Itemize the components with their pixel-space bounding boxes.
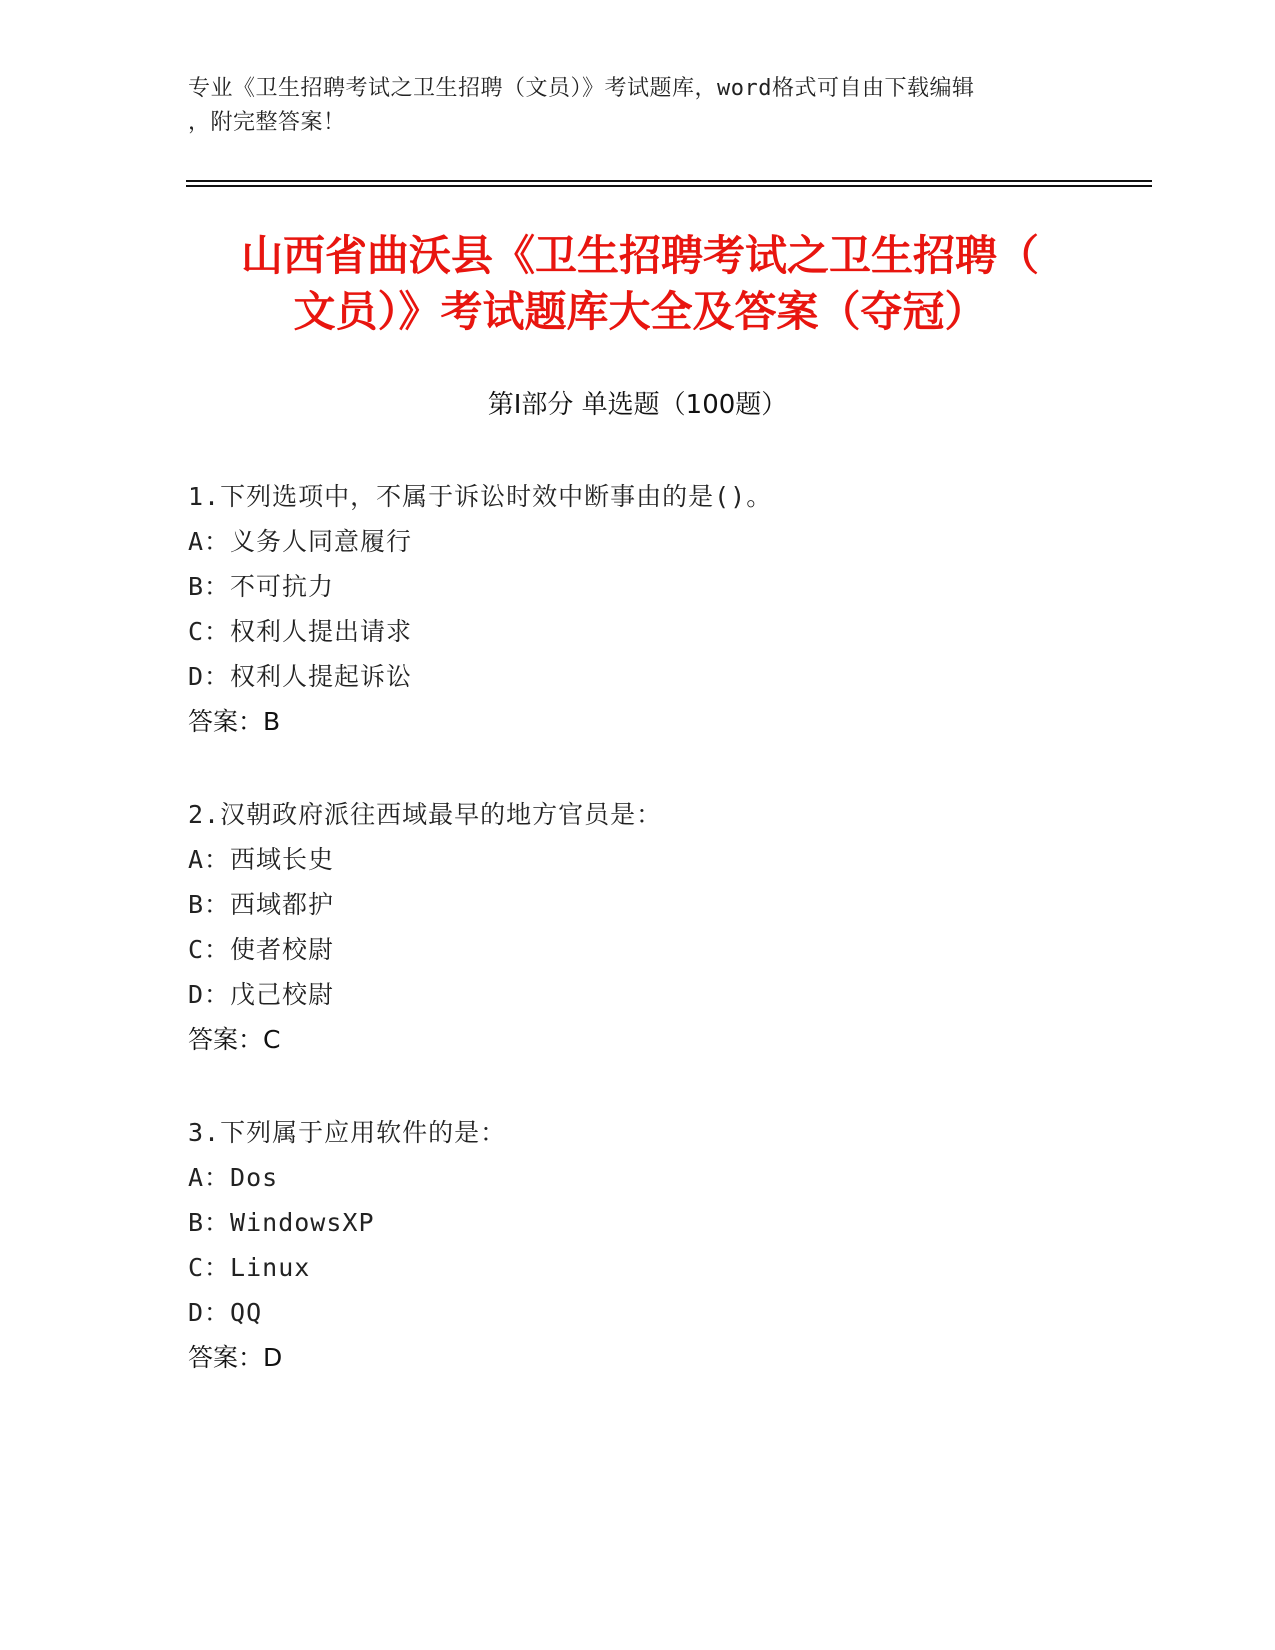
- header-note: [188, 72, 1088, 140]
- header-rule-top: [186, 180, 1152, 182]
- question-2: [188, 792, 1148, 1062]
- question-stem: 1.下列选项中，不属于诉讼时效中断事由的是()。: [188, 482, 773, 511]
- option-b: B：不可抗力: [188, 572, 335, 601]
- answer: 答案：C: [188, 1025, 281, 1054]
- option-c: C：权利人提出请求: [188, 617, 413, 646]
- option-a: A：西域长史: [188, 845, 335, 874]
- option-c: C：Linux: [188, 1253, 311, 1282]
- option-d: D：戊己校尉: [188, 980, 335, 1009]
- document-title-line-1: 山西省曲沃县《卫生招聘考试之卫生招聘（: [240, 231, 1039, 280]
- option-c: C：使者校尉: [188, 935, 335, 964]
- document-title: [150, 228, 1130, 340]
- answer: 答案：B: [188, 707, 281, 736]
- answer: 答案：D: [188, 1343, 283, 1372]
- header-note-line-1: 专业《卫生招聘考试之卫生招聘（文员）》考试题库，word格式可自由下载编辑: [188, 76, 975, 101]
- option-d: D：QQ: [188, 1298, 263, 1327]
- question-stem: 2.汉朝政府派往西域最早的地方官员是：: [188, 800, 663, 829]
- option-d: D：权利人提起诉讼: [188, 662, 413, 691]
- question-1: [188, 474, 1148, 744]
- question-stem: 3.下列属于应用软件的是：: [188, 1118, 507, 1147]
- question-3: [188, 1110, 1148, 1380]
- option-a: A：义务人同意履行: [188, 527, 413, 556]
- option-b: B：西域都护: [188, 890, 335, 919]
- header-rule-bottom: [186, 185, 1152, 187]
- header-note-line-2: ，附完整答案！: [188, 110, 346, 135]
- document-title-line-2: 文员）》考试题库大全及答案（夺冠）: [293, 287, 987, 336]
- option-b: B：WindowsXP: [188, 1208, 375, 1237]
- option-a: A：Dos: [188, 1163, 279, 1192]
- section-heading: 第Ⅰ部分 单选题（100题）: [487, 390, 788, 420]
